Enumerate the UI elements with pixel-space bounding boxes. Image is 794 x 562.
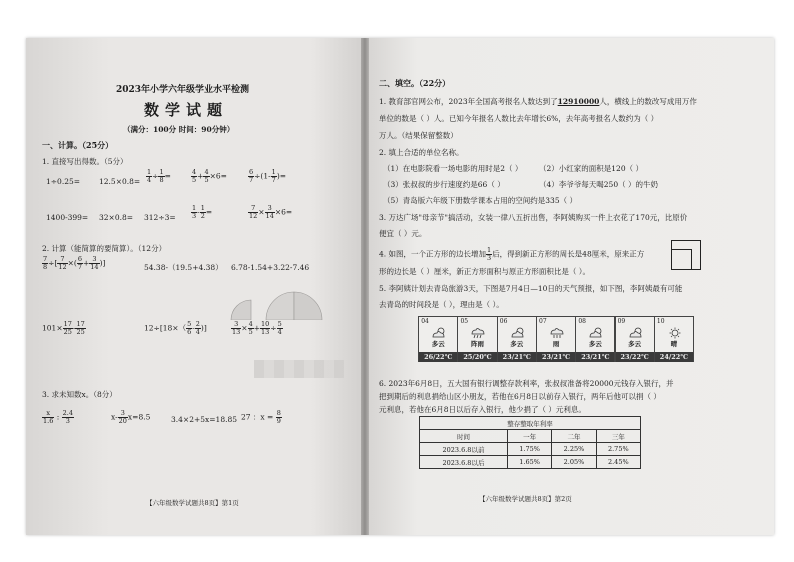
table-cell: 2.05% (552, 456, 596, 469)
exam-sheet (26, 38, 774, 535)
q5-line: 去青岛的时间段是（ ），理由是（ ）。 (379, 300, 504, 309)
q3-item: 27 ：x = $\frac{8}{9}$ (241, 409, 281, 425)
weather-condition: 多云 (628, 340, 642, 348)
weather-day (575, 316, 615, 362)
weather-condition: 阵雨 (471, 340, 485, 348)
weather-condition: 多云 (588, 340, 602, 348)
exam-title: 2023年小学六年级学业水平检测 (116, 85, 250, 95)
q2-item: （5）青岛版六年级下册数学课本占用的空间约是335（ ） (383, 196, 577, 205)
q2-frac-item: 12÷[18×（ $\frac{5}{6}$ - $\frac{2}{4}$ )] (144, 320, 207, 336)
weather-temp: 24/22℃ (655, 352, 693, 362)
page-1-footer: 【六年级数学试题共8页】第1页 (146, 499, 239, 507)
q3-title: 3. 求未知数x。（8分） (42, 390, 117, 399)
q1-line: 1. 教育部官网公布，2023年全国高考报名人数达到了12910000人，横线上的数改写成用万作 (379, 97, 697, 106)
table-header: 一年 (507, 430, 551, 443)
table-cell: 2023.6.8以前 (420, 443, 508, 456)
page-2 (369, 38, 774, 535)
table-row (420, 443, 641, 456)
q1-item: 1400-399= (46, 213, 89, 222)
table-caption-row (420, 417, 641, 430)
page-1 (26, 38, 361, 535)
q6-line: 6. 2023年6月8日，五大国有银行调整存款利率，张叔叔准备将20000元钱存入银行，并 (379, 379, 674, 388)
q1-line: 万人。（结果保留整数） (379, 131, 458, 140)
q1-item: 12.5×0.8= (99, 177, 141, 186)
weather-temp: 23/22℃ (616, 352, 654, 362)
q1-frac-item: $\frac{4}{5}$ + $\frac{4}{5}$ ×6= (192, 168, 227, 184)
weather-day (418, 316, 458, 362)
weather-day (615, 316, 655, 362)
table-cell: 2023.6.8以后 (420, 456, 508, 469)
section-1-title: 一、计算。（25分） (42, 140, 114, 150)
q3-line: 便宜（ ）元。 (379, 229, 427, 238)
q5-line: 5. 李阿姨计划去青岛旅游3天，下图是7月4日—10日的天气预报，如下图，李阿姨最有可能 (379, 284, 683, 293)
q2-title: 2. 填上合适的单位名称。 (379, 148, 464, 157)
q1-frac-item: $\frac{7}{12}$ × $\frac{3}{14}$ ×6= (249, 204, 293, 220)
weather-condition: 晴 (670, 340, 678, 348)
q4-line: 形的边长是（ ）厘米，新正方形面积与原正方形面积比是（ ）。 (379, 267, 591, 276)
q1-frac-item: $\frac{1}{4}$ ÷ $\frac{1}{8}$ = (147, 168, 171, 184)
weather-condition: 雨 (552, 340, 560, 348)
table-header: 二年 (552, 430, 596, 443)
weather-day (497, 316, 537, 362)
weather-temp: 23/21℃ (576, 352, 614, 362)
weather-condition: 多云 (431, 340, 445, 348)
table-caption: 整存整取年利率 (420, 417, 641, 430)
weather-date: 08 (578, 318, 586, 325)
weather-date: 07 (539, 318, 547, 325)
q3-item: x- $\frac{3}{20}$ x=8.5 (111, 409, 151, 425)
score-info: （满分：100分 时间：90分钟） (123, 125, 235, 134)
partly-cloudy-icon (588, 327, 604, 339)
table-header: 时间 (420, 430, 508, 443)
q2-item: （2）小红家的面积是120（ ） (539, 164, 643, 173)
partly-cloudy-icon (628, 327, 644, 339)
weather-date: 04 (421, 318, 429, 325)
q1-title: 1. 直接写出得数。（5分） (42, 157, 128, 166)
q6-line: 元利息，若他在6月8日以后存入银行，他少捐了（ ）元利息。 (379, 405, 586, 414)
sun-icon (667, 327, 683, 339)
section-2-title: 二、填空。（22分） (379, 78, 451, 88)
q1-item: 1÷0.25= (46, 177, 81, 186)
interest-rate-table (419, 416, 641, 469)
book-gutter (361, 38, 369, 535)
weather-temp: 26/22℃ (419, 352, 457, 362)
subject-title: 数学试题 (144, 101, 229, 119)
table-cell: 1.65% (507, 456, 551, 469)
weather-date: 05 (460, 318, 469, 325)
weather-temp: 23/21℃ (498, 352, 536, 362)
q1-item: 312÷3= (144, 213, 176, 222)
q3-line: 3. 万达广场"母亲节"搞活动，女装一律八五折出售，李阿姨购买一件上衣花了170元，比原价 (379, 213, 688, 222)
q2-item: （1）在电影院看一场电影的用时是2（ ） (383, 164, 523, 173)
q2-frac-item: $\frac{3}{13}$ × $\frac{4}{5}$ + $\frac{10}{13}$ ÷ $\frac{5}{4}$ (232, 320, 282, 336)
q2-title: 2. 计算（能简算的要简算）。（12分） (42, 244, 167, 253)
faded-bar-figure (254, 360, 344, 378)
pie-diagram (211, 280, 341, 324)
q1-item: 32×0.8= (99, 213, 134, 222)
weather-temp: 25/20℃ (458, 352, 496, 362)
q2-item: （3）张叔叔的步行速度约是66（ ） (383, 180, 505, 189)
weather-date: 06 (499, 318, 508, 325)
partly-cloudy-icon (431, 327, 447, 339)
q3-item: $\frac{x}{1.6}$ : $\frac{2.4}{3}$ (43, 409, 73, 425)
shower-icon (470, 327, 486, 339)
table-cell: 2.75% (596, 443, 640, 456)
weather-temp: 23/21℃ (537, 352, 575, 362)
table-header-row (420, 430, 641, 443)
page-2-footer: 【六年级数学试题共8页】第2页 (479, 495, 572, 503)
q2-item: 54.38-（19.5+4.38） (144, 263, 223, 272)
weather-day (457, 316, 497, 362)
q2-item: （4）李爷爷每天喝250（ ）的牛奶 (539, 180, 658, 189)
square-figure-inner (671, 249, 692, 270)
q4-line: 4. 如图，一个正方形的边长增加 $\frac{1}{3}$ 后，得到新正方形的周长是48厘米，原来正方 (379, 246, 645, 262)
weather-condition: 多云 (510, 340, 524, 348)
rain-icon (549, 327, 565, 339)
q2-item: 6.78-1.54+3.22-7.46 (231, 263, 310, 272)
q1-frac-item: $\frac{6}{7}$ ÷(1- $\frac{1}{7}$ )= (249, 168, 287, 184)
q3-item: 3.4×2+5x=18.85 (171, 415, 238, 424)
q1-line: 单位的数是（ ）人。已知今年报名人数比去年增长6%，去年高考报名人数约为（ ） (379, 114, 659, 123)
weather-day (536, 316, 576, 362)
table-cell: 1.75% (507, 443, 551, 456)
weather-day (654, 316, 694, 362)
table-header: 三年 (596, 430, 640, 443)
table-row (420, 456, 641, 469)
weather-forecast (419, 316, 694, 362)
weather-date: 10 (656, 318, 665, 325)
q1-frac-item: $\frac{1}{3}$ - $\frac{1}{2}$ = (192, 204, 213, 220)
weather-date: 09 (617, 318, 626, 325)
table-cell: 2.25% (552, 443, 596, 456)
q6-line: 把到期后的利息捐给山区小朋友，若他在6月8日以前存入银行，两年后他可以捐（ ） (379, 392, 661, 401)
table-cell: 2.45% (596, 456, 640, 469)
partly-cloudy-icon (510, 327, 526, 339)
q2-frac-item: $\frac{7}{8}$ ÷[ $\frac{7}{12}$ ×( $\frac{6}{7}$ + $\frac{3}{14}$ )] (43, 255, 106, 271)
q2-frac-item: 101× $\frac{17}{25}$ - $\frac{17}{25}$ (42, 320, 85, 336)
